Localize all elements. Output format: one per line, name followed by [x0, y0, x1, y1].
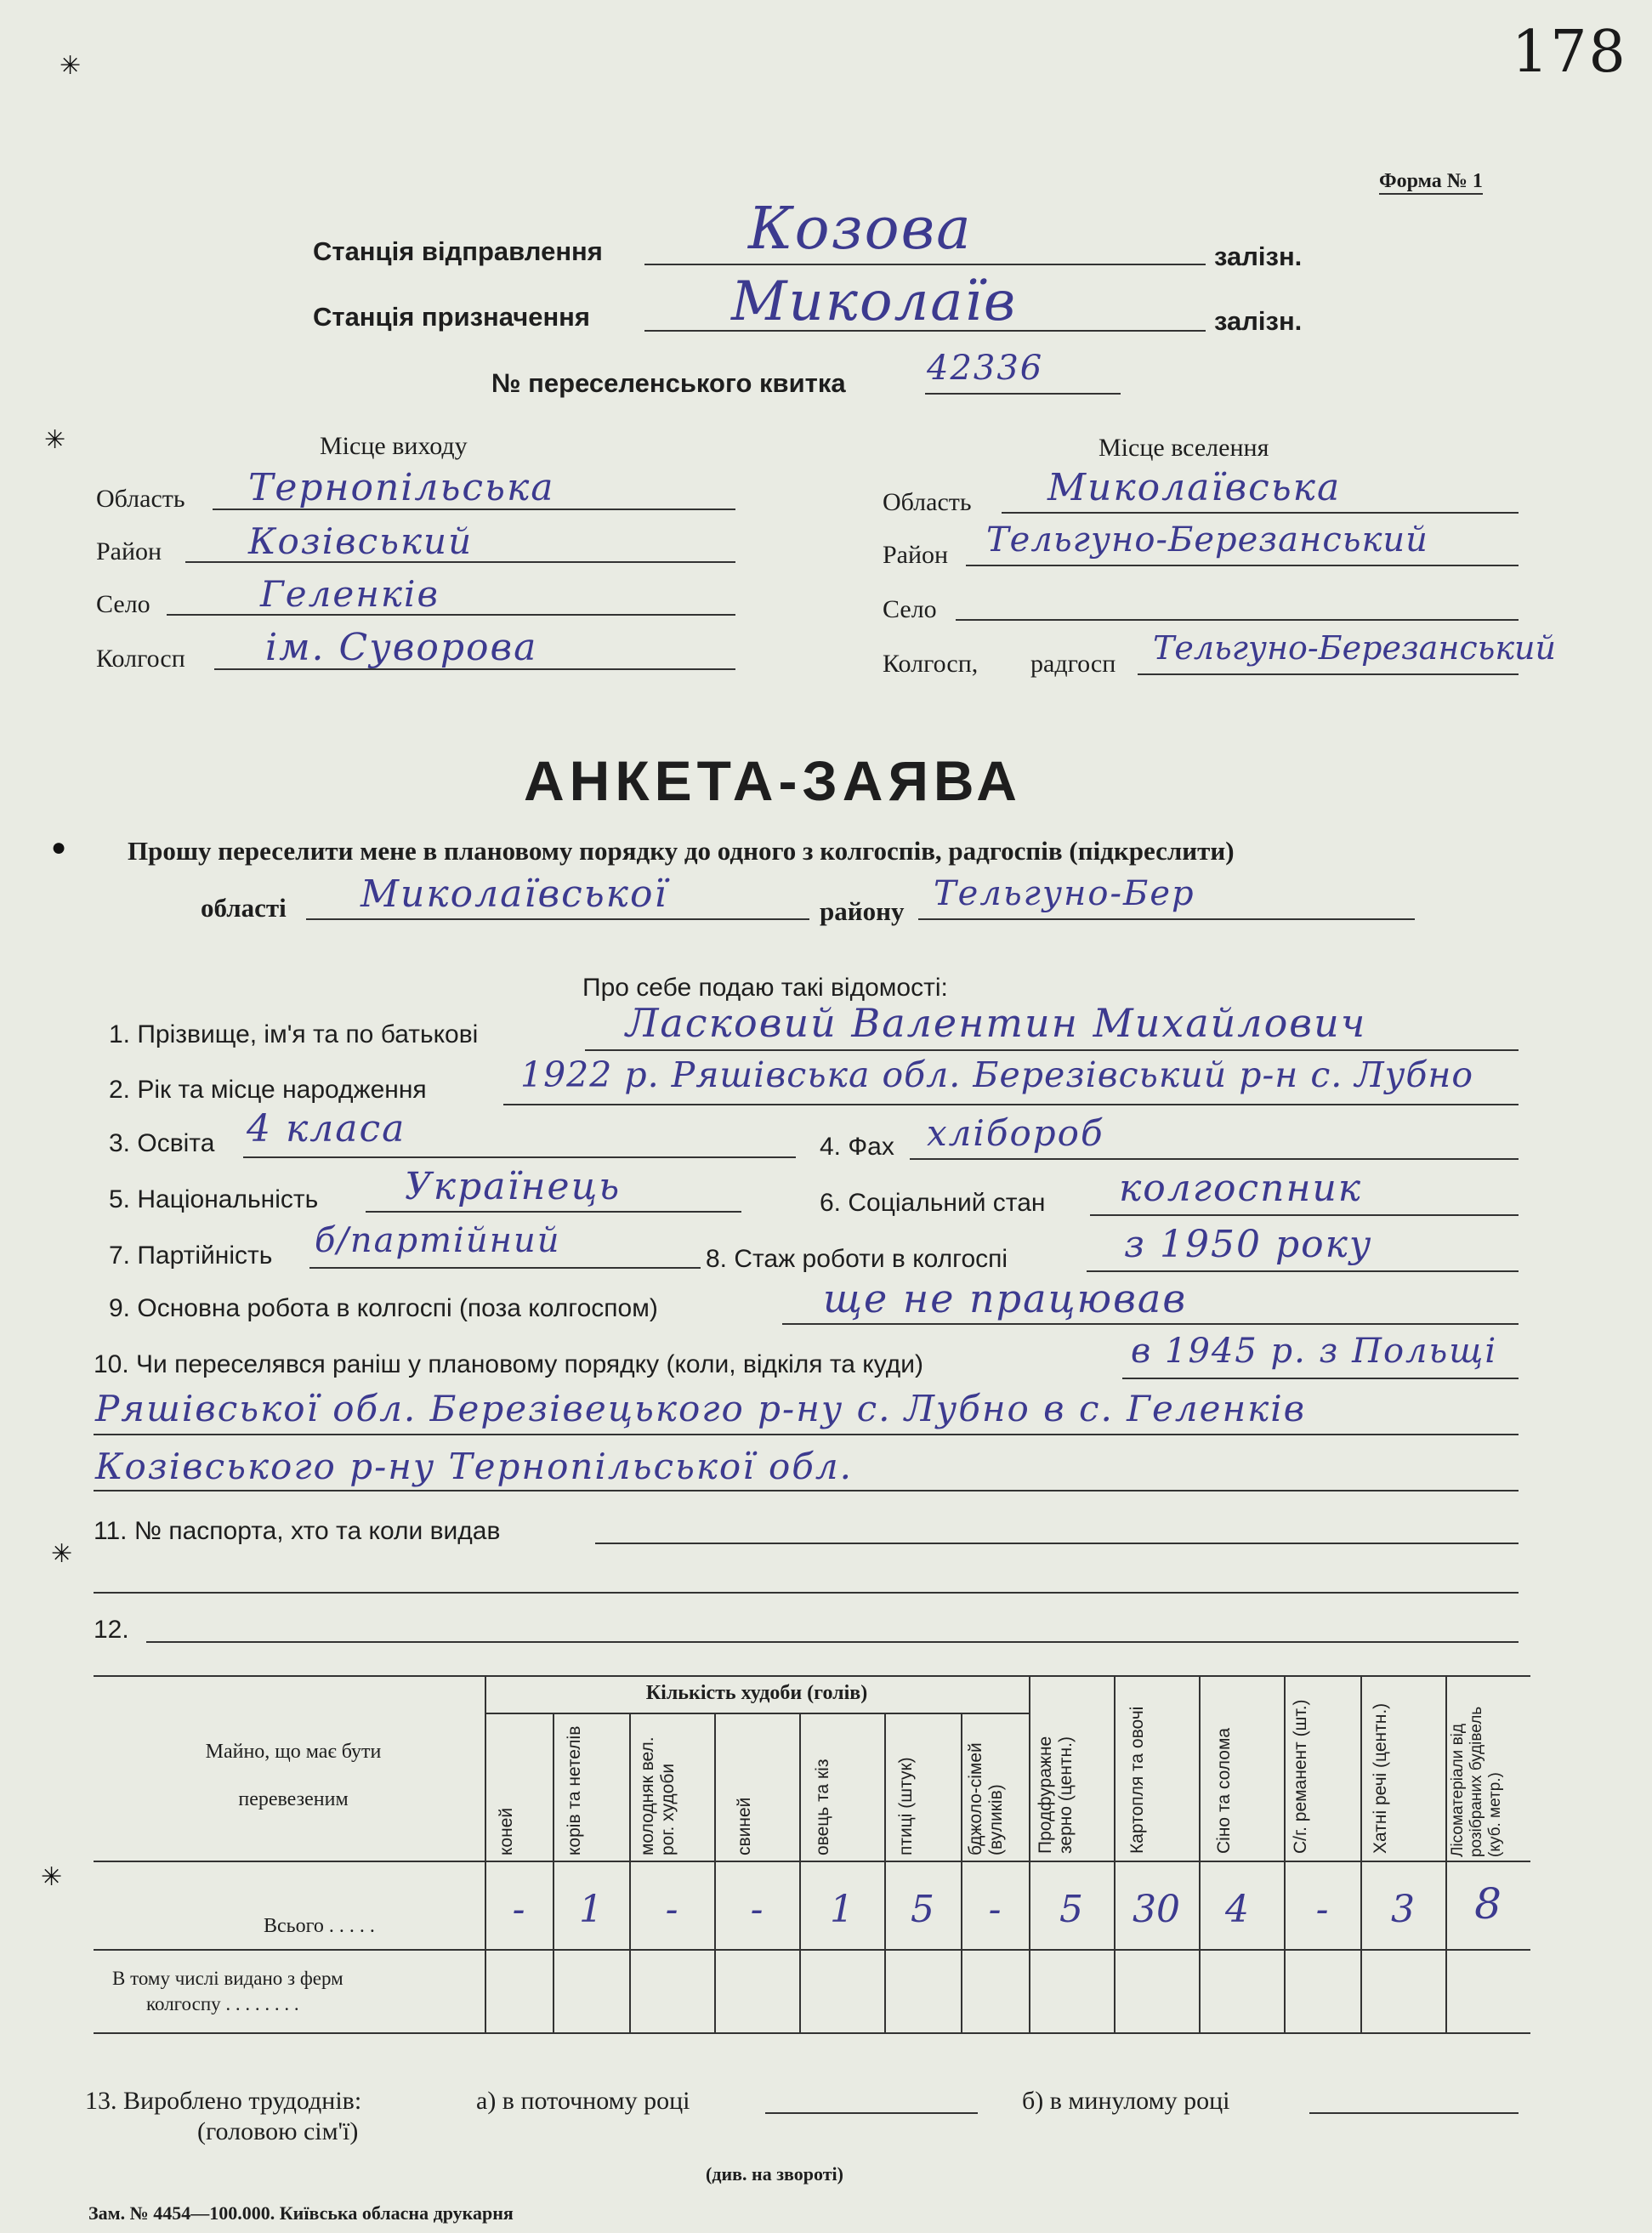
origin-selo-value: Геленків — [260, 573, 440, 615]
field-11-line-2 — [94, 1592, 1519, 1594]
printer-line: Зам. № 4454—100.000. Київська обласна друкарня — [88, 2202, 514, 2224]
ticket-value: 42336 — [927, 349, 1044, 388]
field-9-label: 9. Основна робота в колгоспі (поза колгоспом) — [109, 1294, 658, 1322]
field-2-line — [503, 1104, 1519, 1105]
field-10-line-3 — [94, 1490, 1519, 1492]
field-10-line-2 — [94, 1434, 1519, 1435]
request-oblast-label: області — [201, 893, 287, 923]
col-header-potatoes: Картопля та овочі — [1127, 1706, 1147, 1854]
destination-selo-line — [956, 619, 1519, 621]
field-4-line — [910, 1158, 1519, 1160]
field-8-value: з 1950 року — [1124, 1223, 1373, 1266]
margin-mark: ✳ — [51, 1540, 73, 1568]
field-8-line — [1087, 1270, 1519, 1272]
workdays-previous-line — [1309, 2112, 1519, 2114]
col-header-bees: бджоло-сімей (вуликів) — [966, 1742, 1006, 1855]
field-9-value: ще не працював — [823, 1276, 1188, 1321]
destination-oblast-line — [1002, 512, 1519, 514]
request-raion-label: району — [820, 896, 905, 926]
col-header-young-cattle: молодняк вел. рог. худоби — [638, 1736, 678, 1855]
destination-kolgosp-label: Колгосп, — [883, 650, 979, 678]
total-row-label: Всього . . . . . — [264, 1915, 375, 1937]
ticket-line — [925, 393, 1121, 395]
table-total-bottom — [94, 1949, 1530, 1951]
destination-kolgosp-line — [1138, 673, 1519, 675]
field-7-label: 7. Партійність — [109, 1242, 273, 1270]
origin-kolgosp-value: ім. Суворова — [265, 626, 538, 669]
table-col-border — [1360, 1675, 1362, 2032]
origin-selo-line — [167, 614, 735, 616]
field-6-value: колгоспник — [1119, 1167, 1363, 1210]
field-3-line — [243, 1156, 796, 1158]
table-row-header: Майно, що має бути перевезеним — [205, 1741, 382, 1810]
departure-line — [644, 264, 1206, 265]
workdays-label: 13. Вироблено трудоднів: — [85, 2087, 362, 2115]
destination-raion-value: Тельгуно-Березанський — [986, 520, 1428, 560]
origin-kolgosp-label: Колгосп — [96, 645, 185, 673]
table-col-border — [884, 1713, 886, 2032]
table-col-border — [1114, 1675, 1116, 2032]
destination-station-label: Станція призначення — [313, 302, 590, 332]
field-11-label: 11. № паспорта, хто та коли видав — [94, 1517, 501, 1545]
table-col-border — [553, 1713, 554, 2032]
col-header-sheep: овець та кіз — [813, 1759, 832, 1855]
total-grain: 5 — [1059, 1888, 1083, 1931]
col-header-pigs: свиней — [735, 1797, 754, 1855]
departure-station-value: Козова — [748, 196, 973, 263]
origin-raion-value: Козівський — [248, 520, 474, 562]
destination-oblast-label: Область — [883, 488, 972, 516]
field-11-line-1 — [595, 1543, 1519, 1544]
departure-rail-suffix: залізн. — [1214, 241, 1303, 271]
table-col-border — [1284, 1675, 1286, 2032]
about-heading: Про себе подаю такі відомості: — [582, 974, 948, 1002]
request-oblast-line — [306, 918, 809, 920]
col-header-household: Хатні речі (центн.) — [1371, 1702, 1390, 1854]
workdays-current-line — [765, 2112, 978, 2114]
col-header-horses: коней — [497, 1807, 516, 1855]
margin-mark: ✳ — [41, 1863, 63, 1891]
field-9-line — [782, 1323, 1519, 1325]
origin-raion-label: Район — [96, 537, 162, 565]
request-raion-line — [918, 918, 1415, 920]
page-title: АНКЕТА-ЗАЯВА — [524, 749, 1022, 812]
col-header-poultry: птиці (штук) — [896, 1757, 916, 1855]
field-1-label: 1. Прізвище, ім'я та по батькові — [109, 1020, 479, 1048]
destination-heading: Місце вселення — [1098, 434, 1269, 462]
property-table — [94, 1675, 1530, 2032]
destination-rail-suffix: залізн. — [1214, 306, 1303, 336]
total-bees: - — [988, 1888, 1002, 1931]
field-10-line-1 — [1122, 1378, 1519, 1379]
origin-oblast-value: Тернопільська — [248, 466, 555, 509]
field-6-line — [1090, 1214, 1519, 1216]
total-hay: 4 — [1225, 1888, 1249, 1931]
total-tools: - — [1315, 1888, 1329, 1931]
table-col-border — [1199, 1675, 1201, 2032]
total-household: 3 — [1391, 1888, 1415, 1931]
destination-raion-line — [966, 565, 1519, 566]
field-7-line — [309, 1267, 701, 1269]
table-bottom-border — [94, 2032, 1530, 2034]
origin-selo-label: Село — [96, 590, 150, 618]
field-5-line — [366, 1211, 741, 1213]
livestock-group-header: Кількість худоби (голів) — [645, 1682, 868, 1704]
destination-radgosp-label: радгосп — [1030, 650, 1116, 678]
field-3-value: 4 класа — [247, 1107, 406, 1151]
margin-mark: ✳ — [60, 52, 82, 80]
field-12-label: 12. — [94, 1616, 129, 1644]
margin-mark: ● — [51, 833, 67, 861]
field-7-value: б/партійний — [315, 1221, 561, 1260]
workdays-previous-label: б) в минулому році — [1022, 2087, 1230, 2115]
col-header-hay: Сіно та солома — [1214, 1727, 1234, 1854]
field-3-label: 3. Освіта — [109, 1129, 215, 1157]
field-6-label: 6. Соціальний стан — [820, 1189, 1046, 1217]
col-header-tools: С/г. реманент (шт.) — [1291, 1699, 1310, 1854]
origin-oblast-label: Область — [96, 485, 185, 513]
table-group-border — [485, 1713, 1029, 1714]
field-4-value: хлібороб — [927, 1112, 1104, 1154]
table-col-border — [1445, 1675, 1447, 2032]
farm-row-label-1: В тому числі видано з ферм — [112, 1968, 343, 1989]
footer-note: (див. на звороті) — [706, 2163, 843, 2185]
field-8-label: 8. Стаж роботи в колгоспі — [706, 1245, 1008, 1273]
destination-kolgosp-value: Тельгуно-Березанський — [1153, 629, 1556, 667]
table-col-border — [629, 1713, 631, 2032]
total-poultry: 5 — [911, 1888, 934, 1931]
request-raion-value: Тельгуно-Бер — [934, 874, 1195, 913]
destination-station-value: Миколаїв — [731, 270, 1018, 333]
table-first-col-border — [485, 1675, 486, 2032]
field-10-value-1: в 1945 р. з Польщі — [1131, 1332, 1498, 1371]
workdays-sublabel: (головою сім'ї) — [197, 2117, 359, 2145]
destination-selo-label: Село — [883, 595, 937, 623]
ticket-label: № переселенського квитка — [491, 368, 846, 398]
total-cows: 1 — [579, 1888, 603, 1931]
farm-row-label-2: колгоспу . . . . . . . . — [146, 1993, 299, 2014]
field-12-line — [146, 1641, 1519, 1643]
field-5-label: 5. Національність — [109, 1185, 319, 1213]
field-2-label: 2. Рік та місце народження — [109, 1076, 427, 1104]
col-header-grain: Продфуражне зерно (центн.) — [1036, 1736, 1076, 1854]
destination-raion-label: Район — [883, 541, 949, 569]
field-10-value-3: Козівського р-ну Тернопільської обл. — [95, 1446, 853, 1487]
total-sheep: 1 — [830, 1888, 854, 1931]
request-oblast-value: Миколаївської — [360, 872, 668, 916]
archive-number: 178 — [1512, 19, 1627, 86]
form-label: Форма № 1 — [1379, 170, 1483, 195]
departure-station-label: Станція відправлення — [313, 236, 603, 266]
request-line: Прошу переселити мене в плановому порядку до одного з колгоспів, радгоспів (підкреслити) — [128, 836, 1235, 866]
field-2-value: 1922 р. Ряшівська обл. Березівський р-н с. Лубно — [520, 1054, 1474, 1095]
col-header-cows: корів та нетелів — [565, 1725, 584, 1855]
total-young-cattle: - — [665, 1888, 678, 1931]
workdays-current-label: а) в поточному році — [476, 2087, 690, 2115]
field-1-value: Ласковий Валентин Михайлович — [626, 1000, 1367, 1046]
origin-heading: Місце виходу — [320, 432, 468, 460]
field-5-value: Українець — [405, 1165, 622, 1208]
field-10-label: 10. Чи переселявся раніш у плановому порядку (коли, відкіля та куди) — [94, 1350, 924, 1378]
total-horses: - — [512, 1888, 525, 1931]
total-pigs: - — [750, 1888, 764, 1931]
table-header-bottom — [94, 1861, 1530, 1862]
col-header-timber: Лісоматеріали від розібраних будівель (куб. метр.) — [1449, 1706, 1504, 1857]
total-timber: 8 — [1474, 1879, 1502, 1929]
table-top-border — [94, 1675, 1530, 1677]
table-col-border — [714, 1713, 716, 2032]
margin-mark: ✳ — [44, 426, 66, 454]
destination-oblast-value: Миколаївська — [1047, 466, 1342, 509]
table-col-border — [961, 1713, 962, 2032]
total-potatoes: 30 — [1133, 1888, 1180, 1931]
field-1-line — [585, 1049, 1519, 1051]
table-col-border — [799, 1713, 801, 2032]
table-col-border — [1029, 1675, 1030, 2032]
field-4-label: 4. Фах — [820, 1133, 894, 1161]
field-10-value-2: Ряшівської обл. Березівецького р-ну с. Лубно в с. Геленків — [95, 1388, 1307, 1429]
